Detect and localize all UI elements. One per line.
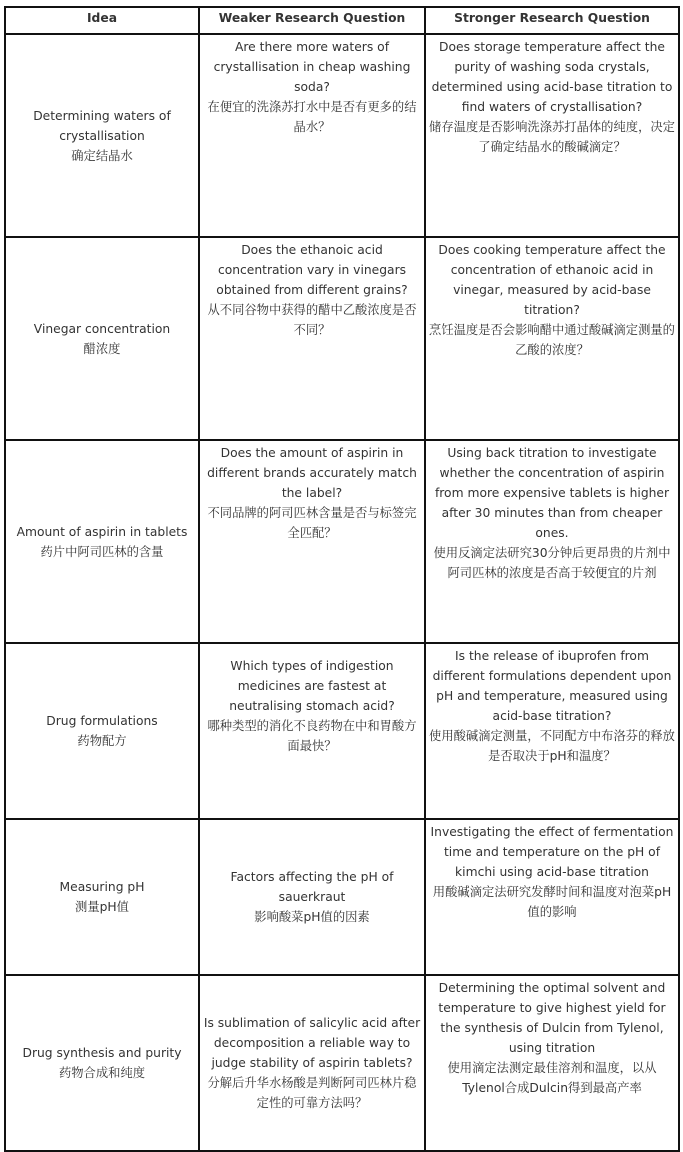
table-row: [5, 819, 679, 975]
research-question-table-wrapper: [4, 6, 680, 1152]
idea-en: Measuring pH: [59, 880, 145, 894]
idea-en: Amount of aspirin in tablets: [16, 524, 188, 539]
header-row: [5, 7, 679, 34]
weaker-en: Which types of indigestion medicines are fastest at neutralising stomach acid?: [229, 659, 395, 713]
idea-zh: 药片中阿司匹林的含量: [40, 544, 164, 559]
stronger-zh: 储存温度是否影响洗涤苏打晶体的纯度，决定了确定结晶水的酸碱滴定？: [429, 120, 675, 154]
weaker-cell: [199, 237, 425, 440]
weaker-en: Does the ethanoic acid concentration vary in vinegars obtained from different grains?: [216, 243, 408, 297]
weaker-zh: 分解后升华水杨酸是判断阿司匹林片稳定性的可靠方法吗？: [207, 1076, 417, 1110]
stronger-en: Using back titration to investigate whether the concentration of aspirin from more expensive tablets is higher after 30 minutes than from cheaper ones.: [434, 446, 670, 540]
stronger-cell: [425, 34, 679, 237]
stronger-zh: 使用滴定法测定最佳溶剂和温度，以从Tylenol合成Dulcin得到最高产率: [447, 1061, 657, 1095]
idea-en: Drug formulations: [46, 714, 158, 728]
weaker-zh: 从不同谷物中获得的醋中乙酸浓度是否不同？: [207, 303, 417, 337]
stronger-zh: 烹饪温度是否会影响醋中通过酸碱滴定测量的乙酸的浓度？: [429, 323, 675, 357]
weaker-cell: [199, 440, 425, 643]
stronger-en: Does cooking temperature affect the concentration of ethanoic acid in vinegar, measured by acid-base titration?: [438, 243, 666, 317]
idea-cell: [5, 819, 199, 975]
stronger-cell: [425, 643, 679, 819]
stronger-en: Investigating the effect of fermentation time and temperature on the pH of kimchi using acid-base titration: [430, 825, 674, 879]
weaker-en: Are there more waters of crystallisation in cheap washing soda?: [213, 40, 411, 94]
stronger-en: Determining the optimal solvent and temperature to give highest yield for the synthesis of Dulcin from Tylenol, using titration: [438, 981, 666, 1055]
table-row: [5, 34, 679, 237]
weaker-cell: [199, 819, 425, 975]
stronger-zh: 使用反滴定法研究30分钟后更昂贵的片剂中阿司匹林的浓度是否高于较便宜的片剂: [433, 546, 671, 580]
stronger-zh: 使用酸碱滴定测量，不同配方中布洛芬的释放是否取决于pH和温度？: [429, 729, 675, 763]
weaker-zh: 不同品牌的阿司匹林含量是否与标签完全匹配？: [207, 506, 417, 540]
weaker-zh: 哪种类型的消化不良药物在中和胃酸方面最快？: [207, 719, 417, 753]
weaker-cell: [199, 643, 425, 819]
weaker-cell: [199, 975, 425, 1151]
weaker-cell: [199, 34, 425, 237]
idea-zh: 药物配方: [77, 734, 127, 748]
table-row: [5, 975, 679, 1151]
header-idea: Idea: [5, 7, 199, 34]
stronger-en: Is the release of ibuprofen from different formulations dependent upon pH and temperature, measured using acid-base titration?: [432, 649, 672, 723]
idea-cell: [5, 237, 199, 440]
idea-cell: [5, 643, 199, 819]
idea-en: Vinegar concentration: [33, 321, 171, 336]
idea-cell: [5, 34, 199, 237]
idea-en: Drug synthesis and purity: [22, 1046, 182, 1060]
stronger-en: Does storage temperature affect the purity of washing soda crystals, determined using acid-base titration to find waters of crystallisation?: [431, 40, 673, 114]
table-row: [5, 237, 679, 440]
idea-zh: 药物合成和纯度: [58, 1066, 146, 1080]
table-row: [5, 440, 679, 643]
idea-zh: 测量pH值: [75, 900, 129, 914]
stronger-cell: [425, 440, 679, 643]
idea-zh: 确定结晶水: [71, 148, 133, 163]
weaker-zh: 在便宜的洗涤苏打水中是否有更多的结晶水？: [207, 100, 417, 134]
research-question-table: [4, 6, 680, 1152]
stronger-zh: 用酸碱滴定法研究发酵时间和温度对泡菜pH值的影响: [432, 885, 672, 919]
table-row: [5, 643, 679, 819]
stronger-cell: [425, 819, 679, 975]
idea-cell: [5, 975, 199, 1151]
weaker-zh: 影响酸菜pH值的因素: [254, 910, 370, 924]
header-weaker: Weaker Research Question: [199, 7, 425, 34]
stronger-cell: [425, 975, 679, 1151]
header-stronger: Stronger Research Question: [425, 7, 679, 34]
weaker-en: Is sublimation of salicylic acid after decomposition a reliable way to judge stability of aspirin tablets?: [203, 1016, 421, 1070]
idea-cell: [5, 440, 199, 643]
weaker-en: Factors affecting the pH of sauerkraut: [230, 870, 394, 904]
stronger-cell: [425, 237, 679, 440]
idea-en: Determining waters of crystallisation: [33, 108, 171, 143]
idea-zh: 醋浓度: [83, 341, 121, 356]
weaker-en: Does the amount of aspirin in different brands accurately match the label?: [207, 446, 417, 500]
